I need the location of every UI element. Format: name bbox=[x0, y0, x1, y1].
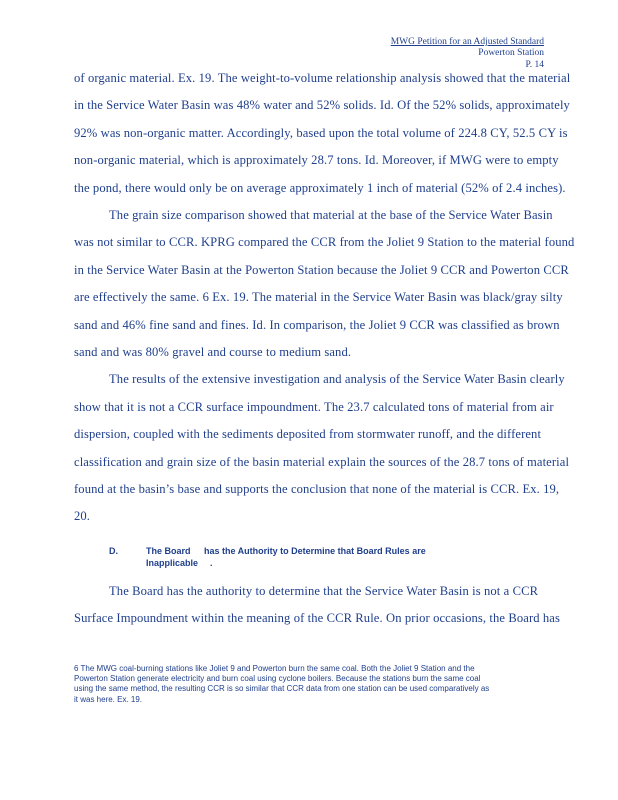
header-station: Powerton Station bbox=[478, 48, 544, 58]
text-line: The grain size comparison showed that material at the base of the Service Water Basin bbox=[109, 208, 553, 222]
footnote-line: using the same method, the resulting CCR is so similar that CCR data from one station can be used comparatively as bbox=[74, 684, 490, 694]
text-line: in the Service Water Basin was 48% water and 52% solids. Id. Of the 52% solids, approximately bbox=[74, 98, 570, 113]
section-title-end: . bbox=[210, 558, 213, 568]
footnote-line: 6 The MWG coal-burning stations like Joliet 9 and Powerton burn the same coal. Both the Joliet 9 Station and the bbox=[74, 664, 475, 673]
text-line: found at the basin’s base and supports the conclusion that none of the material is CCR. Ex. 19, bbox=[74, 482, 560, 496]
page-number: P. 14 bbox=[525, 60, 544, 70]
text-line: dispersion, coupled with the sediments deposited from stormwater runoff, and the different bbox=[74, 427, 542, 442]
text-line: sand and was 80% gravel and course to medium sand. bbox=[74, 345, 352, 359]
text-line: classification and grain size of the basin material explain the sources of the 28.7 tons of material bbox=[74, 454, 570, 469]
section-letter: D. bbox=[109, 546, 118, 556]
text-line: The Board has the authority to determine that the Service Water Basin is not a CCR bbox=[109, 584, 539, 598]
section-title-part2: has the Authority to Determine that Board Rules are bbox=[204, 546, 426, 556]
footnote-line: it was here. Ex. 19. bbox=[74, 694, 143, 704]
text-line: Surface Impoundment within the meaning of the CCR Rule. On prior occasions, the Board has bbox=[74, 611, 560, 626]
footnote-line: Powerton Station generate electricity and burn coal using cyclone boilers. Because the stations burn the same coal bbox=[74, 674, 481, 684]
text-line: are effectively the same. 6 Ex. 19. The material in the Service Water Basin was black/gray silty bbox=[74, 290, 563, 305]
text-line: was not similar to CCR. KPRG compared the CCR from the Joliet 9 Station to the material found bbox=[74, 235, 575, 250]
section-title-part1: The Board bbox=[146, 546, 191, 556]
text-line: in the Service Water Basin at the Powerton Station because the Joliet 9 CCR and Powerton CCR bbox=[74, 262, 569, 277]
section-title-part3: Inapplicable bbox=[146, 558, 199, 568]
text-line: the pond, there would only be on average approximately 1 inch of material (52% of 2.4 inches). bbox=[74, 180, 566, 195]
header-title: MWG Petition for an Adjusted Standard bbox=[390, 37, 544, 47]
text-line: of organic material. Ex. 19. The weight-to-volume relationship analysis showed that the material bbox=[74, 71, 571, 85]
text-line: show that it is not a CCR surface impoundment. The 23.7 calculated tons of material from air bbox=[74, 399, 554, 414]
text-line: 20. bbox=[74, 509, 91, 524]
text-line: non-organic material, which is approximately 28.7 tons. Id. Moreover, if MWG were to empty bbox=[74, 153, 559, 168]
text-line: sand and 46% fine sand and fines. Id. In comparison, the Joliet 9 CCR was classified as brown bbox=[74, 317, 560, 332]
text-line: 92% was non-organic matter. Accordingly, based upon the total volume of 224.8 CY, 52.5 CY is bbox=[74, 125, 568, 140]
text-line: The results of the extensive investigation and analysis of the Service Water Basin clearly bbox=[109, 372, 565, 387]
